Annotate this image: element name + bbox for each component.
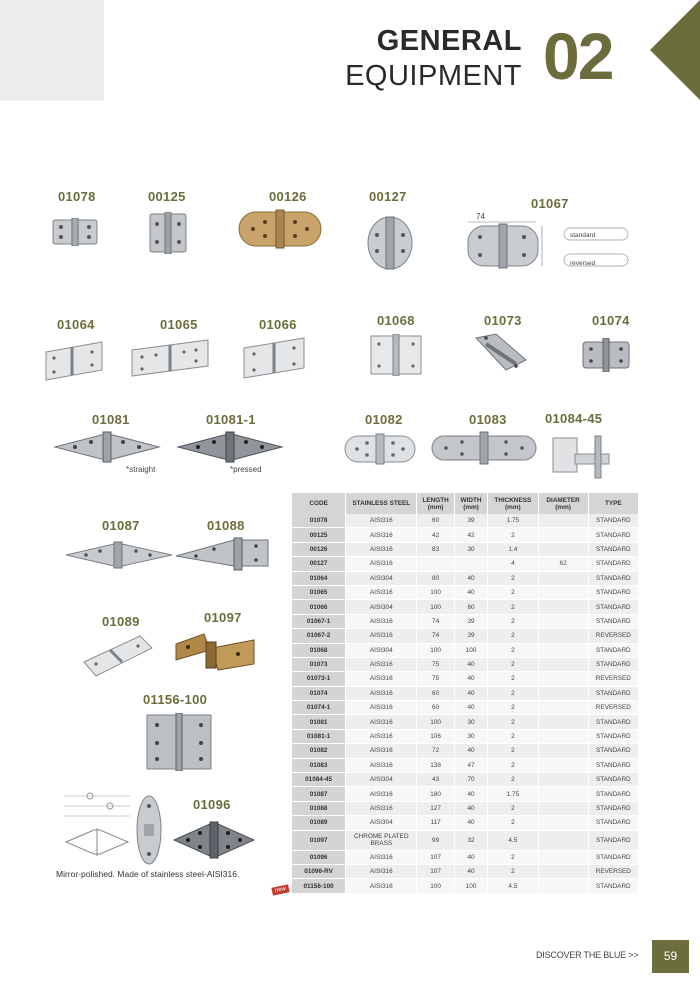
hinge-01083-image (430, 430, 538, 466)
table-cell (538, 571, 588, 585)
table-cell: 106 (417, 729, 454, 743)
table-cell: 117 (417, 816, 454, 830)
table-cell: STANDARD (588, 773, 638, 787)
table-row (292, 600, 639, 614)
table-cell: STANDARD (588, 514, 638, 528)
table-cell (538, 643, 588, 657)
table-cell: 60 (417, 514, 454, 528)
table-cell: 40 (454, 701, 487, 715)
table-cell: 2 (488, 571, 538, 585)
table-cell: 01096 (292, 850, 346, 864)
hinge-00127-image (366, 215, 414, 271)
table-cell: REVERSED (588, 864, 638, 878)
table-cell: 30 (454, 542, 487, 556)
table-cell: STANDARD (588, 528, 638, 542)
table-cell: 40 (454, 744, 487, 758)
table-cell (538, 830, 588, 850)
table-cell: STANDARD (588, 787, 638, 801)
table-cell: 01156-100 (292, 879, 346, 893)
table-cell: 39 (454, 629, 487, 643)
table-row (292, 830, 639, 850)
product-code: 01066 (259, 317, 297, 332)
table-cell: 01088 (292, 801, 346, 815)
dimension-label: 74 (476, 212, 485, 221)
table-cell: STANDARD (588, 585, 638, 599)
table-cell: AISI316 (346, 672, 417, 686)
hinge-01084-45-image (549, 432, 615, 480)
table-cell: 2 (488, 614, 538, 628)
table-cell: 42 (454, 528, 487, 542)
table-cell: 60 (417, 701, 454, 715)
table-cell: AISI316 (346, 629, 417, 643)
spec-table (292, 493, 639, 894)
section-arrow-icon (650, 0, 700, 100)
product-code: 01082 (365, 412, 403, 427)
section-number: 02 (543, 19, 613, 93)
table-cell: STANDARD (588, 542, 638, 556)
table-cell: 40 (454, 864, 487, 878)
table-cell: 74 (417, 614, 454, 628)
table-cell: 40 (454, 850, 487, 864)
table-cell: 40 (454, 657, 487, 671)
hinge-01088-image (174, 536, 270, 572)
table-cell (538, 787, 588, 801)
table-cell: 60 (417, 686, 454, 700)
table-cell: 180 (417, 787, 454, 801)
table-cell: 100 (417, 600, 454, 614)
table-row (292, 514, 639, 528)
table-cell: 2 (488, 850, 538, 864)
hinge-01087-image (64, 540, 174, 570)
table-cell: STANDARD (588, 744, 638, 758)
table-cell: 2 (488, 657, 538, 671)
table-row (292, 528, 639, 542)
table-cell: 1.75 (488, 787, 538, 801)
table-cell: 2 (488, 744, 538, 758)
table-cell: STANDARD (588, 686, 638, 700)
table-cell (417, 557, 454, 571)
table-cell: AISI316 (346, 744, 417, 758)
product-code: 01067 (531, 196, 569, 211)
table-header-row (292, 493, 639, 514)
table-cell (454, 557, 487, 571)
table-cell: 01089 (292, 816, 346, 830)
table-cell: 4.5 (488, 830, 538, 850)
table-cell: STANDARD (588, 729, 638, 743)
table-cell (538, 729, 588, 743)
table-cell: 2 (488, 672, 538, 686)
table-row (292, 864, 639, 878)
table-cell (538, 864, 588, 878)
product-code: 01083 (469, 412, 507, 427)
product-code: 00126 (269, 189, 307, 204)
table-cell: 01084-45 (292, 773, 346, 787)
hinge-01064-image (42, 340, 106, 382)
pressed-note: *pressed (230, 465, 262, 474)
table-cell: AISI304 (346, 643, 417, 657)
table-cell: 43 (417, 773, 454, 787)
table-cell (538, 701, 588, 715)
table-cell: STANDARD (588, 715, 638, 729)
table-cell: AISI316 (346, 758, 417, 772)
table-cell: 40 (454, 787, 487, 801)
table-cell: AISI304 (346, 773, 417, 787)
table-cell: 01073 (292, 657, 346, 671)
table-cell: STANDARD (588, 850, 638, 864)
col-header: CODE (292, 493, 346, 514)
table-cell: AISI316 (346, 701, 417, 715)
table-row (292, 801, 639, 815)
table-cell: STANDARD (588, 758, 638, 772)
table-cell: 01081 (292, 715, 346, 729)
table-cell (538, 715, 588, 729)
hinge-01096-side-image (134, 792, 164, 868)
table-cell (538, 672, 588, 686)
table-cell: 01064 (292, 571, 346, 585)
table-cell: 40 (454, 686, 487, 700)
product-code: 01064 (57, 317, 95, 332)
table-cell: 30 (454, 715, 487, 729)
table-cell (538, 585, 588, 599)
hinge-01067-diagram (466, 210, 636, 274)
hinge-01066-image (240, 336, 308, 380)
table-row (292, 758, 639, 772)
table-cell: AISI316 (346, 864, 417, 878)
table-cell: 40 (454, 801, 487, 815)
table-cell (538, 773, 588, 787)
table-cell: AISI316 (346, 787, 417, 801)
hinge-01156-100-image (145, 713, 213, 771)
table-cell: STANDARD (588, 600, 638, 614)
table-cell: 00126 (292, 542, 346, 556)
product-code: 01065 (160, 317, 198, 332)
table-cell: AISI316 (346, 879, 417, 893)
table-cell: 2 (488, 643, 538, 657)
product-code: 01156-100 (143, 692, 208, 707)
table-cell: 2 (488, 729, 538, 743)
product-code: 00127 (369, 189, 407, 204)
table-cell (538, 614, 588, 628)
table-cell: AISI316 (346, 542, 417, 556)
table-cell: 01067-1 (292, 614, 346, 628)
table-cell: 01081-1 (292, 729, 346, 743)
table-cell: 74 (417, 629, 454, 643)
table-cell: 75 (417, 657, 454, 671)
product-code: 01078 (58, 189, 96, 204)
table-row (292, 850, 639, 864)
table-cell: 01067-2 (292, 629, 346, 643)
table-cell: 60 (454, 600, 487, 614)
table-cell: AISI316 (346, 514, 417, 528)
table-cell: 01074 (292, 686, 346, 700)
hinge-01078-image (52, 218, 98, 246)
table-cell: 2 (488, 773, 538, 787)
table-cell: 2 (488, 715, 538, 729)
table-cell: 2 (488, 585, 538, 599)
hinge-01081-1-image (176, 430, 284, 464)
table-cell: AISI316 (346, 614, 417, 628)
table-cell: AISI316 (346, 715, 417, 729)
table-cell: 2 (488, 686, 538, 700)
table-cell: 100 (417, 643, 454, 657)
table-cell: 30 (454, 729, 487, 743)
product-code: 01073 (484, 313, 522, 328)
table-cell: 100 (454, 879, 487, 893)
table-cell: 01083 (292, 758, 346, 772)
col-header: DIAMETER (mm) (538, 493, 588, 514)
table-cell: 99 (417, 830, 454, 850)
table-cell: 100 (454, 643, 487, 657)
product-code: 01081 (92, 412, 130, 427)
table-cell: 40 (454, 571, 487, 585)
col-header: WIDTH (mm) (454, 493, 487, 514)
table-cell: AISI316 (346, 729, 417, 743)
table-cell: 42 (417, 528, 454, 542)
table-cell: 1.4 (488, 542, 538, 556)
table-cell: 80 (417, 571, 454, 585)
table-cell: 01096-RV (292, 864, 346, 878)
table-cell: 75 (417, 672, 454, 686)
table-cell: STANDARD (588, 643, 638, 657)
product-code: 01088 (207, 518, 245, 533)
product-code: 01096 (193, 797, 231, 812)
table-cell: 2 (488, 629, 538, 643)
table-cell: AISI316 (346, 557, 417, 571)
table-cell: 2 (488, 701, 538, 715)
table-cell: AISI304 (346, 600, 417, 614)
corner-box (0, 0, 104, 101)
table-cell: 70 (454, 773, 487, 787)
col-header: THICKNESS (mm) (488, 493, 538, 514)
table-row (292, 571, 639, 585)
table-cell (538, 850, 588, 864)
table-cell: AISI316 (346, 657, 417, 671)
table-cell: STANDARD (588, 816, 638, 830)
hinge-01065-image (128, 338, 212, 378)
table-cell: STANDARD (588, 801, 638, 815)
hinge-00125-image (148, 212, 188, 254)
table-cell: 2 (488, 801, 538, 815)
table-cell: 2 (488, 816, 538, 830)
table-row (292, 686, 639, 700)
hinge-01096-diagram (60, 786, 134, 862)
table-cell: 127 (417, 801, 454, 815)
table-cell: AISI316 (346, 585, 417, 599)
table-row (292, 672, 639, 686)
col-header: TYPE (588, 493, 638, 514)
table-cell: STANDARD (588, 571, 638, 585)
col-header: LENGTH (mm) (417, 493, 454, 514)
table-cell: 01068 (292, 643, 346, 657)
product-code: 01097 (204, 610, 242, 625)
table-cell: 01097 (292, 830, 346, 850)
table-cell: CHROME PLATED BRASS (346, 830, 417, 850)
table-cell (538, 528, 588, 542)
table-cell (538, 758, 588, 772)
table-cell: AISI316 (346, 528, 417, 542)
table-cell: 47 (454, 758, 487, 772)
table-cell (538, 816, 588, 830)
footer-tagline: DISCOVER THE BLUE >> (536, 950, 639, 960)
table-row (292, 744, 639, 758)
table-cell: 01073-1 (292, 672, 346, 686)
table-row (292, 657, 639, 671)
table-cell: 39 (454, 514, 487, 528)
new-badge: new (271, 884, 289, 895)
mirror-polished-note: Mirror-polished. Made of stainless steel-AISI316. (56, 869, 240, 879)
table-cell: AISI304 (346, 816, 417, 830)
product-code: 01087 (102, 518, 140, 533)
table-cell: 01074-1 (292, 701, 346, 715)
table-row (292, 715, 639, 729)
straight-note: *straight (126, 465, 156, 474)
table-cell: 100 (417, 879, 454, 893)
table-row (292, 701, 639, 715)
product-code: 01068 (377, 313, 415, 328)
table-row (292, 729, 639, 743)
table-cell: 138 (417, 758, 454, 772)
product-code: 01081-1 (206, 412, 256, 427)
table-cell: 4.5 (488, 879, 538, 893)
table-cell: 01066 (292, 600, 346, 614)
hinge-01089-image (80, 632, 154, 680)
table-cell: 01065 (292, 585, 346, 599)
hinge-01096-image (172, 820, 256, 860)
hinge-01082-image (343, 432, 417, 466)
page-title-line2: EQUIPMENT (345, 60, 522, 92)
table-cell (538, 686, 588, 700)
hinge-00126-image (237, 208, 323, 250)
table-cell: 100 (417, 715, 454, 729)
table-cell: STANDARD (588, 557, 638, 571)
table-cell: AISI304 (346, 571, 417, 585)
table-cell (538, 542, 588, 556)
table-cell: 01082 (292, 744, 346, 758)
hinge-01097-image (174, 630, 256, 674)
table-cell: 01087 (292, 787, 346, 801)
table-cell: 40 (454, 816, 487, 830)
page-title-line1: GENERAL (376, 25, 522, 57)
table-cell: 100 (417, 585, 454, 599)
table-cell: AISI316 (346, 686, 417, 700)
table-cell (538, 657, 588, 671)
table-row (292, 614, 639, 628)
table-row (292, 585, 639, 599)
table-row (292, 816, 639, 830)
table-cell: AISI316 (346, 850, 417, 864)
hinge-01074-image (581, 338, 631, 372)
hinge-01081-image (53, 430, 161, 464)
table-cell: 107 (417, 850, 454, 864)
table-row (292, 542, 639, 556)
table-cell: 00127 (292, 557, 346, 571)
product-code: 00125 (148, 189, 186, 204)
product-code: 01074 (592, 313, 630, 328)
table-cell: 40 (454, 672, 487, 686)
table-cell (538, 879, 588, 893)
table-row (292, 787, 639, 801)
table-cell (538, 600, 588, 614)
table-cell: 107 (417, 864, 454, 878)
table-cell: STANDARD (588, 657, 638, 671)
table-cell: 72 (417, 744, 454, 758)
table-cell: 2 (488, 758, 538, 772)
table-cell: 2 (488, 864, 538, 878)
table-cell: 00125 (292, 528, 346, 542)
table-cell: 2 (488, 528, 538, 542)
table-cell: AISI316 (346, 801, 417, 815)
table-cell (538, 801, 588, 815)
hinge-01073-image (472, 330, 530, 374)
variant-label: standard (570, 232, 596, 239)
table-cell: STANDARD (588, 879, 638, 893)
table-row (292, 773, 639, 787)
product-code: 01089 (102, 614, 140, 629)
table-cell: 40 (454, 585, 487, 599)
table-cell: 2 (488, 600, 538, 614)
variant-label: reversed (570, 260, 596, 267)
table-cell (538, 629, 588, 643)
table-cell: REVERSED (588, 701, 638, 715)
table-cell: 62 (538, 557, 588, 571)
table-cell: 4 (488, 557, 538, 571)
table-cell (538, 514, 588, 528)
hinge-01068-image (369, 334, 423, 376)
page-number: 59 (652, 940, 689, 973)
product-code: 01084-45 (545, 411, 603, 426)
table-cell: 39 (454, 614, 487, 628)
table-row (292, 643, 639, 657)
table-cell: 83 (417, 542, 454, 556)
table-row (292, 629, 639, 643)
table-cell: STANDARD (588, 830, 638, 850)
table-cell (538, 744, 588, 758)
table-cell: STANDARD (588, 614, 638, 628)
table-cell: REVERSED (588, 629, 638, 643)
table-cell: 1.75 (488, 514, 538, 528)
table-cell: 01078 (292, 514, 346, 528)
table-row (292, 557, 639, 571)
table-cell: 32 (454, 830, 487, 850)
table-row (292, 879, 639, 893)
table-cell: REVERSED (588, 672, 638, 686)
col-header: STAINLESS STEEL (346, 493, 417, 514)
